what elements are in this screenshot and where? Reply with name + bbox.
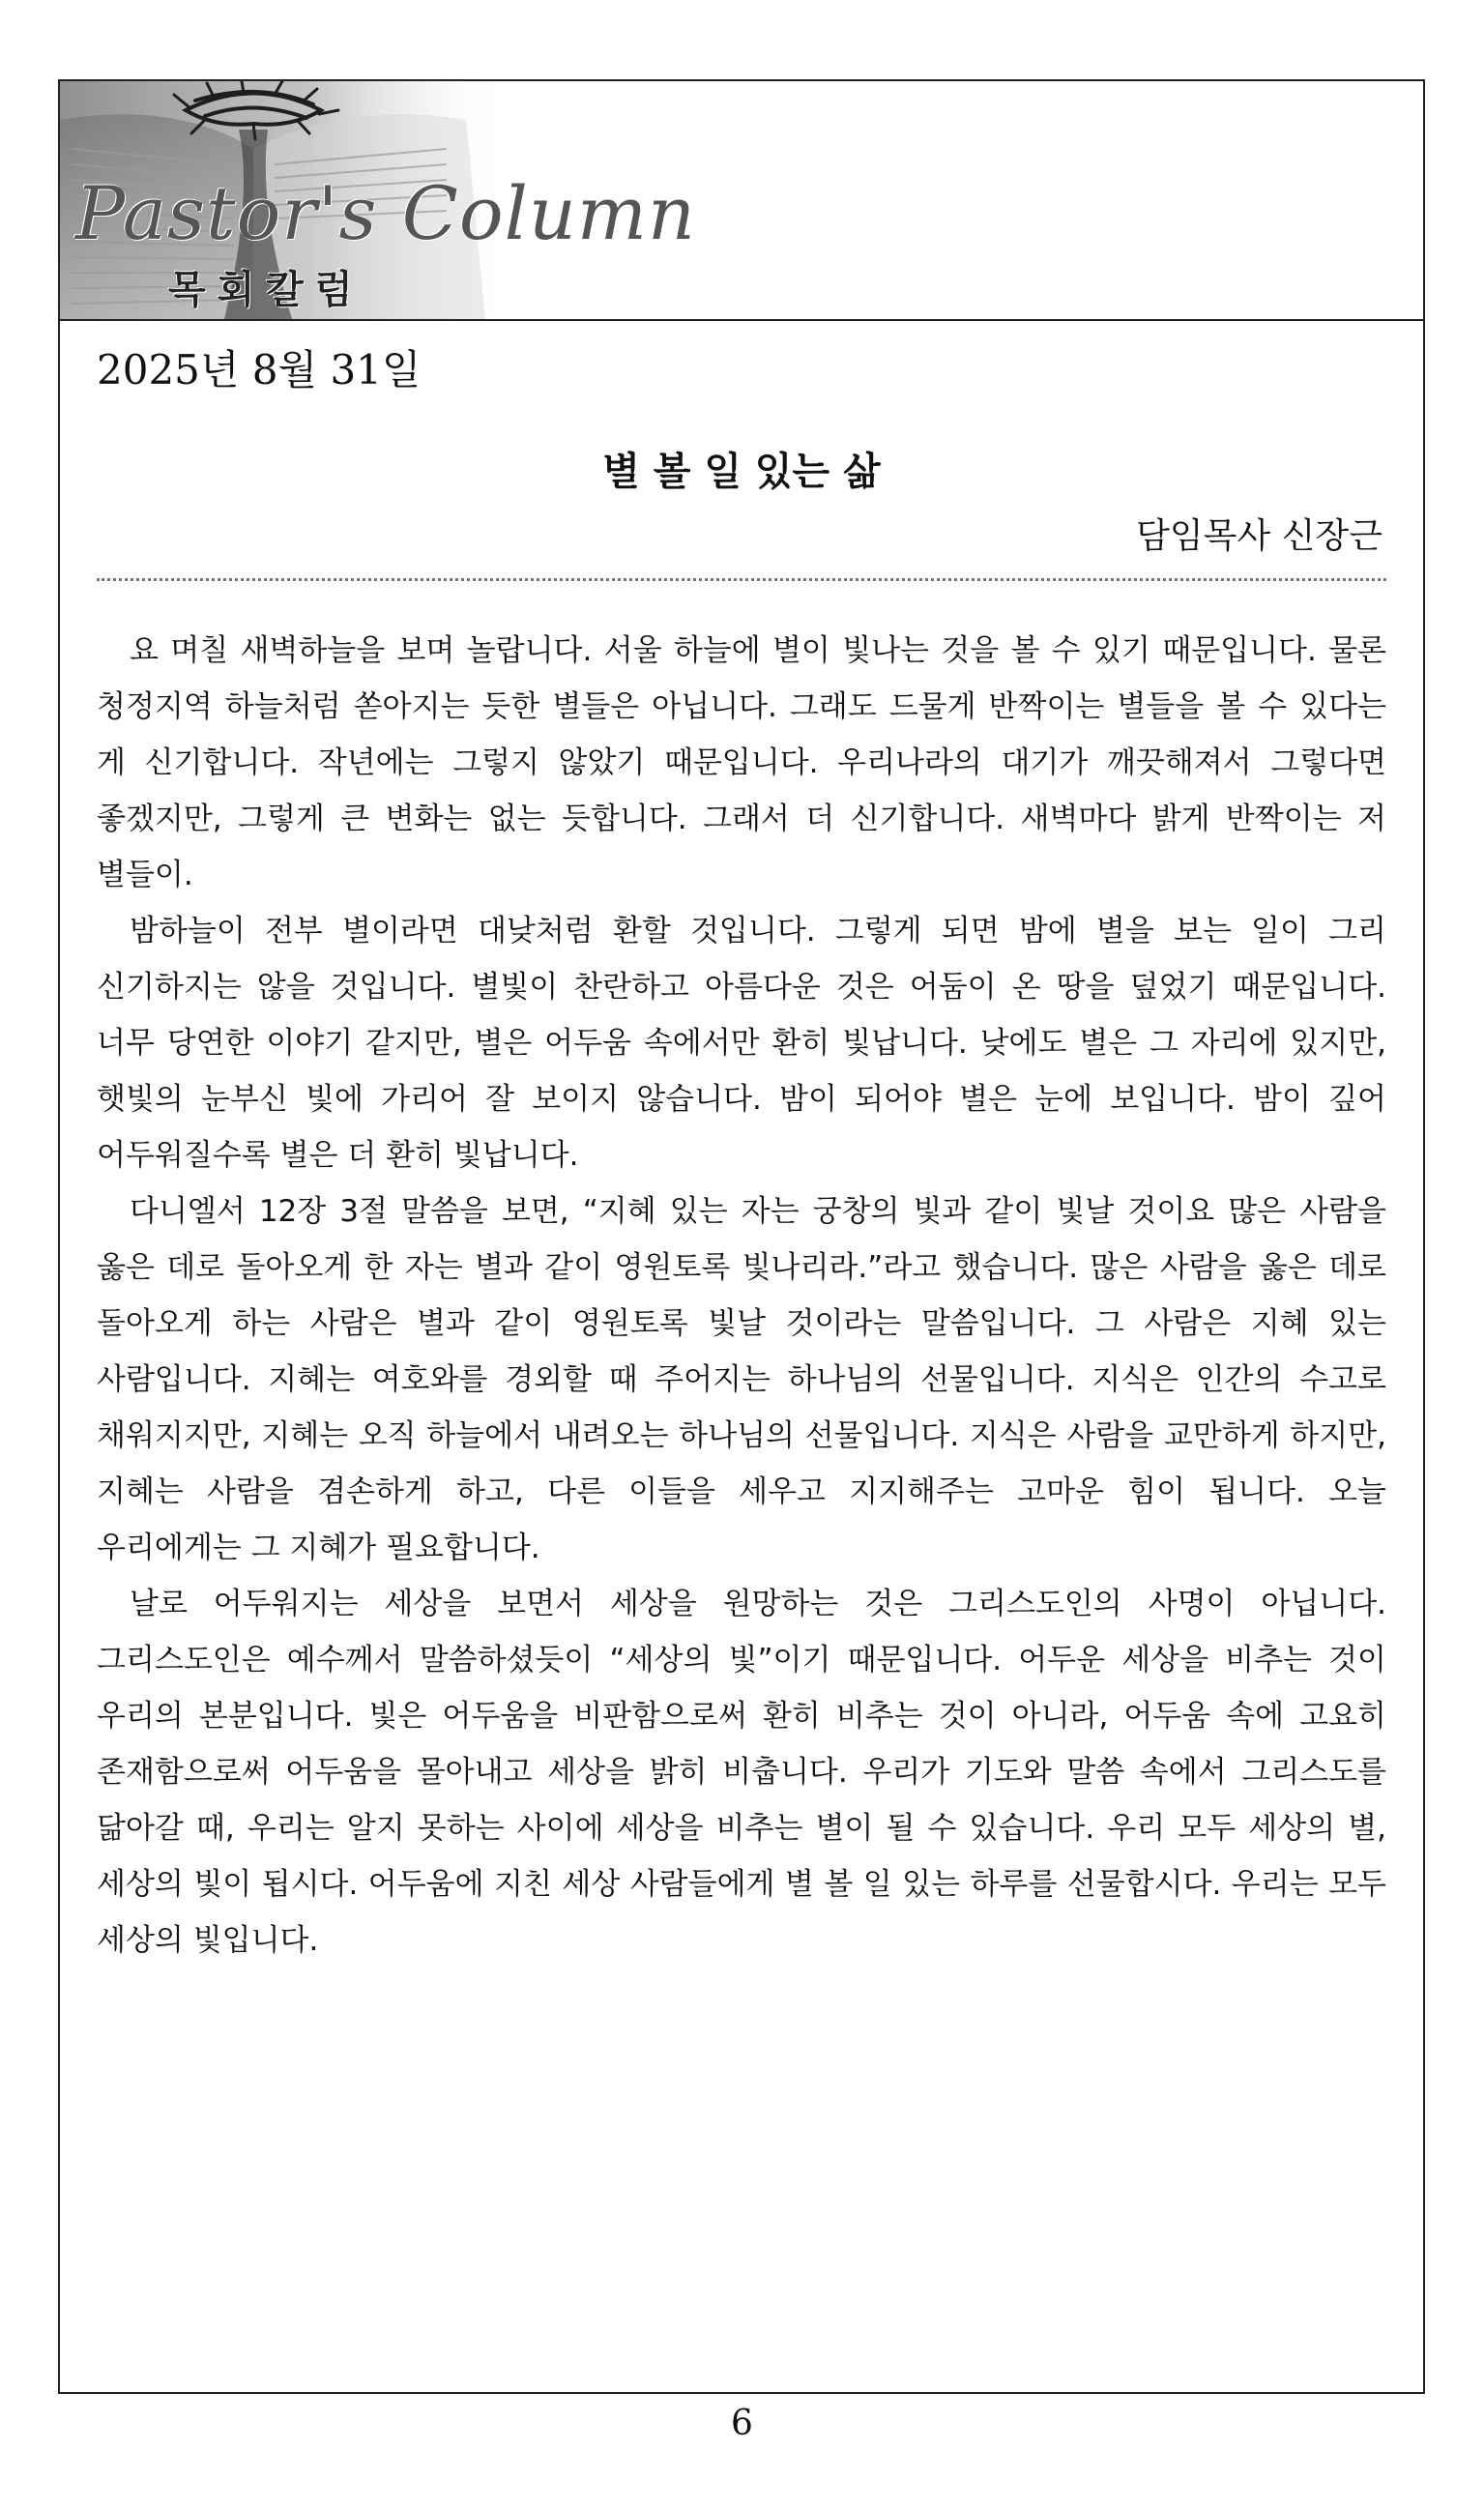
column-author: 담임목사 신장근 (1136, 516, 1382, 556)
dotted-divider (97, 578, 1386, 581)
paragraph: 다니엘서 12장 3절 말씀을 보면, “지혜 있는 자는 궁창의 빛과 같이 빛날 것이요 많은 사람을 옳은 데로 돌아오게 한 자는 별과 같이 영원토록 빛나리라.”라고 했습니다. 많은 사람을 옳은 데로 돌아오게 하는 사람은 별과 같이 영원토록 빛날 것이라는 말씀입니다. 그 사람은 지혜 있는 사람입니다. 지혜는 여호와를 경외할 때 주어지는 하나님의 선물입니다. 지식은 인간의 수고로 채워지지만, 지혜는 오직 하늘에서 내려오는 하나님의 선물입니다. 지식은 사람을 교만하게 하지만, 지혜는 사람을 겸손하게 하고, 다른 이들을 세우고 지지해주는 고마운 힘이 됩니다. 오늘 우리에게는 그 지혜가 필요합니다. (97, 1194, 1386, 1565)
column-date: 2025년 8월 31일 (97, 346, 422, 394)
column-title: 별 볼 일 있는 삶 (602, 450, 881, 494)
column-body (97, 623, 1386, 1969)
column-frame (58, 79, 1425, 2394)
header-subtitle: 목회칼럼 (168, 268, 364, 312)
page-number: 6 (731, 2404, 753, 2443)
paragraph: 밤하늘이 전부 별이라면 대낮처럼 환할 것입니다. 그렇게 되면 밤에 별을 보는 일이 그리 신기하지는 않을 것입니다. 별빛이 찬란하고 아름다운 것은 어둠이 온 땅을 덮었기 때문입니다. 너무 당연한 이야기 같지만, 별은 어두움 속에서만 환히 빛납니다. 낮에도 별은 그 자리에 있지만, 햇빛의 눈부신 빛에 가리어 잘 보이지 않습니다. 밤이 되어야 별은 눈에 보입니다. 밤이 깊어 어두워질수록 별은 더 환히 빛납니다. (97, 914, 1386, 1173)
paragraph: 날로 어두워지는 세상을 보면서 세상을 원망하는 것은 그리스도인의 사명이 아닙니다. 그리스도인은 예수께서 말씀하셨듯이 “세상의 빛”이기 때문입니다. 어두운 세상을 비추는 것이 우리의 본분입니다. 빛은 어두움을 비판함으로써 환히 비추는 것이 아니라, 어두움 속에 고요히 존재함으로써 어두움을 몰아내고 세상을 밝히 비춥니다. 우리가 기도와 말씀 속에서 그리스도를 닮아갈 때, 우리는 알지 못하는 사이에 세상을 비추는 별이 될 수 있습니다. 우리 모두 세상의 별, 세상의 빛이 됩시다. 어두움에 지친 세상 사람들에게 별 볼 일 있는 하루를 선물합시다. 우리는 모두 세상의 빛입니다. (97, 1587, 1386, 1958)
column-header (60, 81, 1423, 321)
paragraph: 요 며칠 새벽하늘을 보며 놀랍니다. 서울 하늘에 별이 빛나는 것을 볼 수 있기 때문입니다. 물론 청정지역 하늘처럼 쏟아지는 듯한 별들은 아닙니다. 그래도 드물게 반짝이는 별들을 볼 수 있다는 게 신기합니다. 작년에는 그렇지 않았기 때문입니다. 우리나라의 대기가 깨끗해져서 그렇다면 좋겠지만, 그렇게 큰 변화는 없는 듯합니다. 그래서 더 신기합니다. 새벽마다 밝게 반짝이는 저 별들이. (97, 633, 1386, 892)
header-title: Pastor's Column (75, 170, 696, 256)
